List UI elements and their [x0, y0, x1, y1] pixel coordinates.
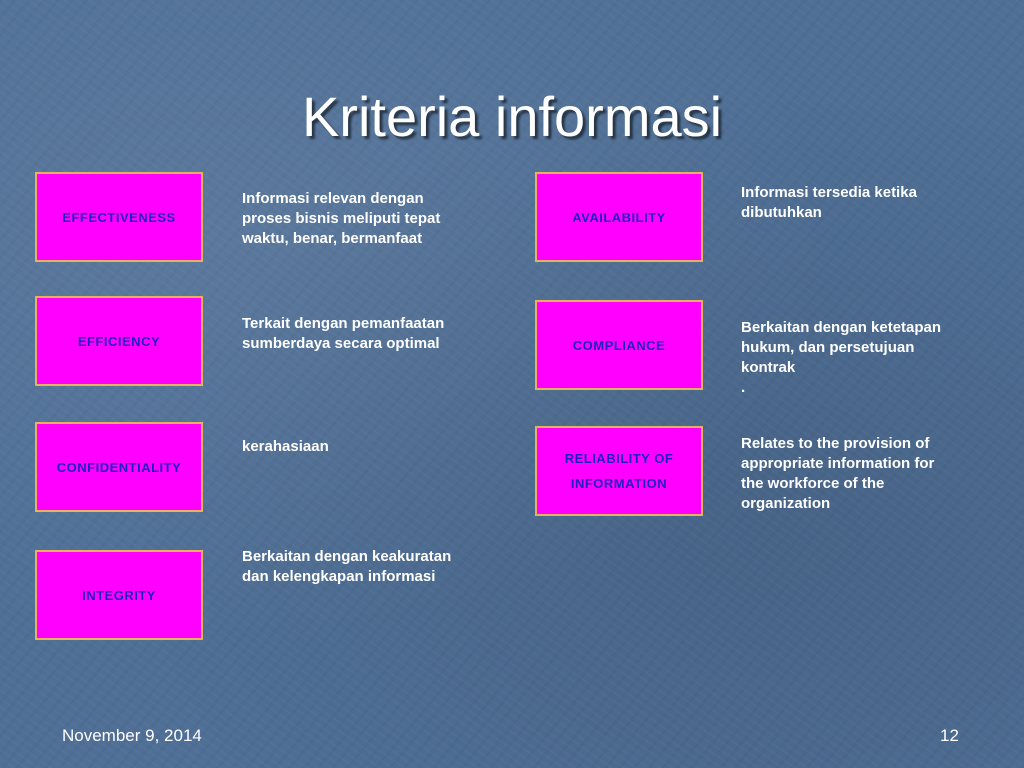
criterion-description-availability: Informasi tersedia ketika dibutuhkan	[741, 184, 917, 221]
footer-page-number: 12	[940, 726, 959, 745]
criterion-box-reliability-of-information: RELIABILITY OF INFORMATION	[535, 426, 703, 516]
criterion-description-confidentiality: kerahasiaan	[242, 438, 329, 455]
criterion-description-compliance: Berkaitan dengan ketetapan hukum, dan persetujuan kontrak .	[741, 319, 942, 396]
criterion-description-reliability-of-information: Relates to the provision of appropriate information for the workforce of the organization	[741, 435, 935, 512]
slide-title: Kriteria informasi	[301, 85, 723, 148]
criterion-box-integrity: INTEGRITY	[35, 550, 203, 640]
criterion-box-availability: AVAILABILITY	[535, 172, 703, 262]
criterion-box-effectiveness: EFFECTIVENESS	[35, 172, 203, 262]
footer-date: November 9, 2014	[62, 726, 202, 745]
criterion-description-efficiency: Terkait dengan pemanfaatan sumberdaya secara optimal	[242, 315, 445, 352]
criterion-box-efficiency: EFFICIENCY	[35, 296, 203, 386]
criterion-box-compliance: COMPLIANCE	[535, 300, 703, 390]
criterion-description-effectiveness: Informasi relevan dengan proses bisnis meliputi tepat waktu, benar, bermanfaat	[242, 190, 441, 247]
criterion-description-integrity: Berkaitan dengan keakuratan dan kelengkapan informasi	[242, 548, 452, 585]
criterion-box-confidentiality: CONFIDENTIALITY	[35, 422, 203, 512]
